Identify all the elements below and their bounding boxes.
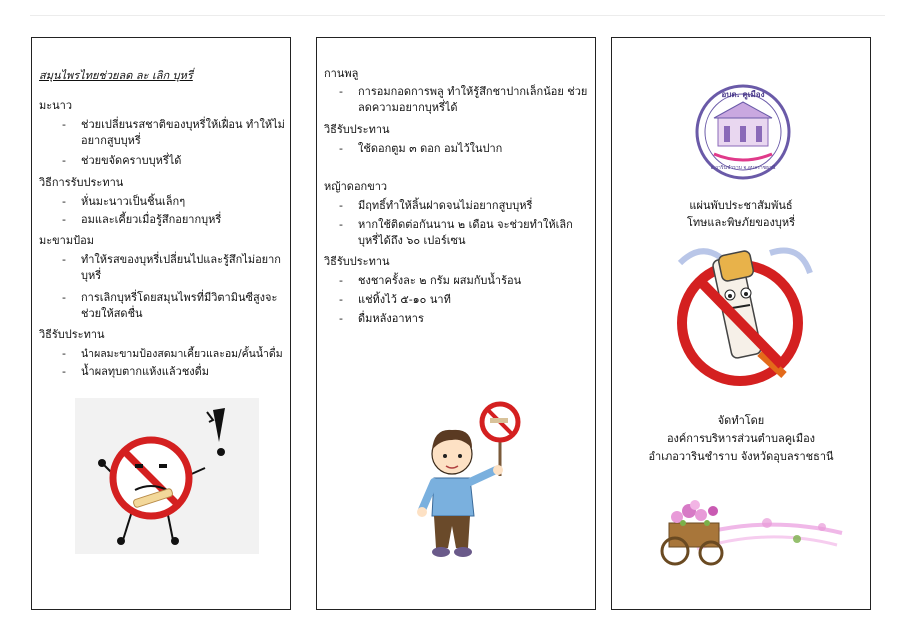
list-item: - แช่ทิ้งไว้ ๕-๑๐ นาที	[339, 293, 451, 306]
list-item: - หั่นมะนาวเป็นชิ้นเล็กๆ	[62, 195, 186, 208]
heading-clove: กานพลู	[324, 67, 359, 80]
list-item: - มีฤทธิ์ทำให้ลิ้นฝาดจนไม่อยากสูบบุหรี่	[339, 199, 533, 212]
flower-cart-image	[637, 493, 847, 573]
logo-text: อบต. คูเมือง	[721, 90, 765, 99]
heading-consume-clove: วิธีรับประทาน	[324, 123, 390, 136]
list-item: - ทำให้รสของบุหรี่เปลี่ยนไปและรู้สึกไม่อยากบุหรี่	[62, 253, 281, 282]
byline: จัดทำโดย	[717, 414, 765, 427]
panel-herbs-lime	[31, 37, 291, 610]
list-item: - การอมกอดการพลู ทำให้รู้สึกชาปากเล็กน้อย ช่วยลดความอยากบุหรี่ได้	[339, 85, 588, 114]
heading-vernonia: หญ้าดอกขาว	[324, 180, 388, 193]
district-name: อำเภอวารินชำราบ จังหวัดอุบลราชธานี	[648, 450, 834, 463]
list-item: - ดื่มหลังอาหาร	[339, 312, 424, 325]
headline-brochure: แผ่นพับประชาสัมพันธ์	[689, 199, 793, 212]
heading-lime: มะนาว	[39, 99, 73, 112]
no-smoking-cigarette-image	[660, 243, 824, 393]
list-item: - อมและเคี้ยวเมื่อรู้สึกอยากบุหรี่	[62, 213, 222, 226]
panel-herbs-clove	[316, 37, 596, 610]
logo-subtext: อ.วารินชำราบ จ.อุบลราชธานี	[710, 165, 776, 171]
heading-amla: มะขามป้อม	[39, 234, 94, 247]
heading-consume-vernonia: วิธีรับประทาน	[324, 255, 390, 268]
list-item: - ชงชาครั้งละ ๒ กรัม ผสมกับน้ำร้อน	[339, 274, 522, 287]
heading-howto: วิธีการรับประทาน	[39, 176, 124, 189]
list-item: - ใช้ดอกตูม ๓ ดอก อมไว้ในปาก	[339, 142, 503, 155]
headline-harms: โทษและพิษภัยของบุหรี่	[687, 216, 795, 229]
list-item: - ช่วยขจัดคราบบุหรี่ได้	[62, 154, 182, 167]
boy-with-no-smoking-sign-image	[412, 398, 522, 563]
heading-consume: วิธีรับประทาน	[39, 328, 105, 341]
panel1-title: สมุนไพรไทยช่วยลด ละ เลิก บุหรี่	[39, 69, 193, 82]
list-item: - ช่วยเปลี่ยนรสชาติของบุหรี่ให้เฝื่อน ทำให้ไม่อยากสูบบุหรี่	[62, 118, 285, 147]
list-item: - การเลิกบุหรี่โดยสมุนไพรที่มีวิตามินซีสูงจะช่วยให้สดชื่น	[62, 291, 278, 320]
organization-logo	[694, 82, 792, 182]
panel-cover	[611, 37, 871, 610]
top-divider	[30, 15, 885, 16]
list-item: - น้ำผลทุบตากแห้งแล้วชงดื่ม	[62, 365, 210, 378]
list-item: - นำผลมะขามป้องสดมาเคี้ยวและอม/คั้นน้ำดื่ม	[62, 347, 283, 360]
no-smoking-cartoon-image	[75, 398, 259, 554]
organization-name: องค์การบริหารส่วนตำบลคูเมือง	[666, 432, 816, 445]
list-item: - หากใช้ติดต่อกันนาน ๒ เดือน จะช่วยทำให้เลิกบุหรี่ได้ถึง ๖๐ เปอร์เซน	[339, 218, 573, 247]
